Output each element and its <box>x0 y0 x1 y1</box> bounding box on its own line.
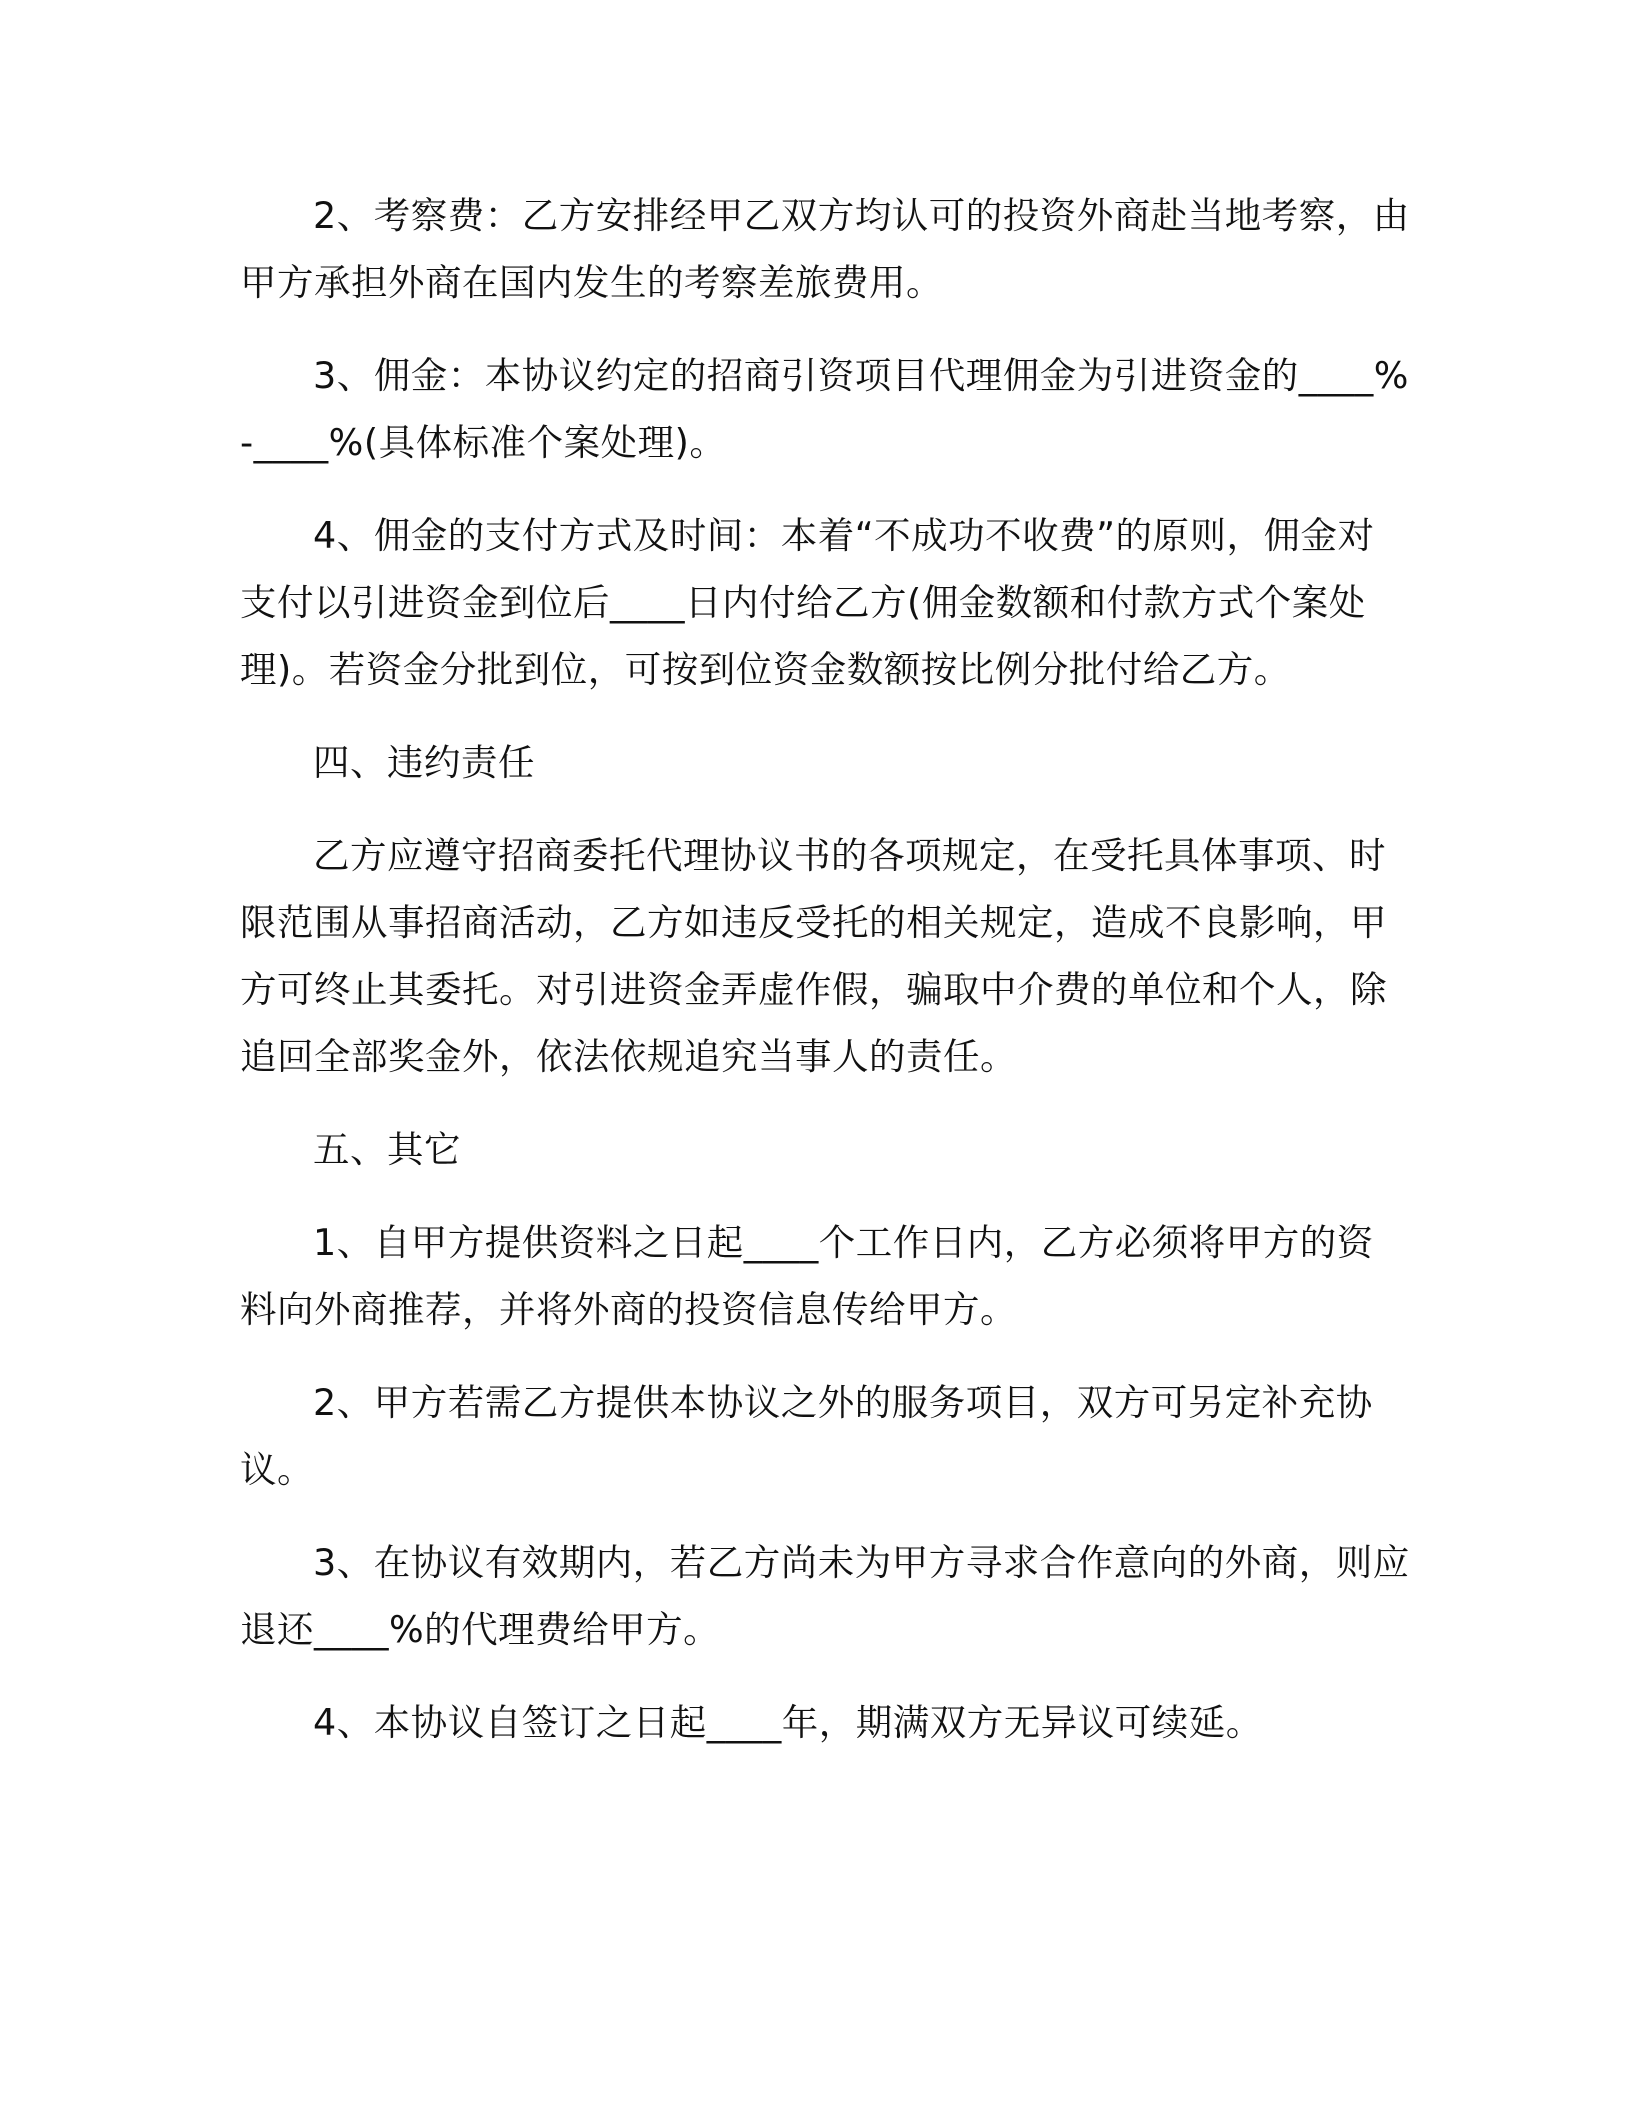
section-heading-other: 五、其它 <box>313 1128 461 1171</box>
paragraph-other-4: 4、本协议自签订之日起____年，期满双方无异议可续延。 <box>313 1701 1263 1744</box>
paragraph-other-3: 3、在协议有效期内，若乙方尚未为甲方寻求合作意向的外商，则应退还____%的代理费给甲方。 <box>240 1541 1410 1651</box>
section-heading-breach: 四、违约责任 <box>313 741 535 784</box>
paragraph-other-1: 1、自甲方提供资料之日起____个工作日内，乙方必须将甲方的资料向外商推荐，并将外商的投资信息传给甲方。 <box>240 1221 1374 1331</box>
document-page <box>240 182 1410 1782</box>
paragraph-breach: 乙方应遵守招商委托代理协议书的各项规定，在受托具体事项、时限范围从事招商活动，乙方如违反受托的相关规定，造成不良影响，甲方可终止其委托。对引进资金弄虚作假，骗取中介费的单位和个人，除追回全部奖金外，依法依规追究当事人的责任。 <box>240 834 1387 1078</box>
paragraph-commission: 3、佣金：本协议约定的招商引资项目代理佣金为引进资金的____%-____%(具体标准个案处理)。 <box>240 354 1409 464</box>
paragraph-commission-payment: 4、佣金的支付方式及时间：本着“不成功不收费”的原则，佣金对支付以引进资金到位后____日内付给乙方(佣金数额和付款方式个案处理)。若资金分批到位，可按到位资金数额按比例分批付给乙方。 <box>240 514 1375 691</box>
paragraph-other-2: 2、甲方若需乙方提供本协议之外的服务项目，双方可另定补充协议。 <box>240 1381 1373 1491</box>
paragraph-inspection-fee: 2、考察费：乙方安排经甲乙双方均认可的投资外商赴当地考察，由甲方承担外商在国内发生的考察差旅费用。 <box>240 194 1410 304</box>
